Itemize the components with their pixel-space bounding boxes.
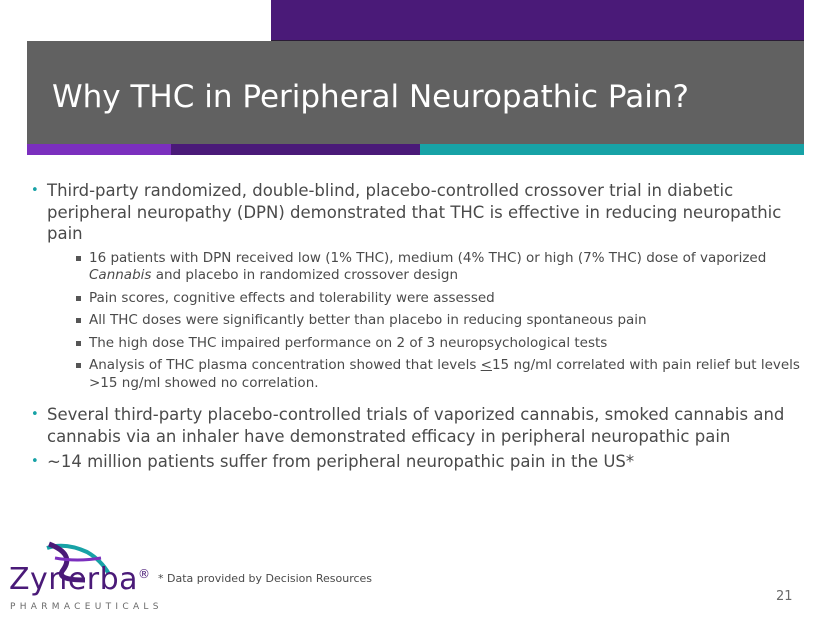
accent-stripe-violet	[27, 144, 171, 155]
title-bar	[27, 41, 804, 144]
bullet-dot-icon: •	[31, 454, 39, 469]
bullet-item	[31, 180, 821, 245]
sub-bullet-text-cont: and placebo in randomized crossover design	[151, 267, 459, 283]
sub-bullet-item	[31, 335, 821, 353]
sub-bullet-square-icon	[76, 296, 81, 301]
sub-bullet-item	[31, 357, 821, 392]
bullet-text: Third-party randomized, double-blind, placebo-controlled crossover trial in diabetic peripheral neuropathy (DPN) demonstrated that THC is effective in reducing neuropathic pain	[47, 181, 782, 243]
bullet-dot-icon: •	[31, 183, 39, 198]
sub-bullet-square-icon	[76, 363, 81, 368]
sub-bullet-item	[31, 250, 821, 285]
slide-content	[31, 180, 821, 477]
sub-bullet-square-icon	[76, 256, 81, 261]
bullet-text: ~14 million patients suffer from peripheral neuropathic pain in the US*	[47, 452, 635, 471]
header-band-top	[271, 0, 804, 40]
sub-bullet-text: 16 patients with DPN received low (1% THC), medium (4% THC) or high (7% THC) dose of vaporized	[89, 249, 767, 266]
bullet-item	[31, 451, 821, 473]
sub-bullet-text: The high dose THC impaired performance on 2 of 3 neuropsychological tests	[89, 334, 608, 351]
logo-wordmark: Zynerba®	[9, 562, 151, 597]
slide-title: Why THC in Peripheral Neuropathic Pain?	[52, 79, 689, 115]
sub-bullet-text: Pain scores, cognitive effects and tolerability were assessed	[89, 289, 495, 306]
sub-bullet-text: Analysis of THC plasma concentration showed that levels	[89, 357, 481, 373]
sub-bullet-underlined: <	[480, 357, 492, 373]
bullet-text: Several third-party placebo-controlled trials of vaporized cannabis, smoked cannabis and cannabis via an inhaler have demonstrated efficacy in peripheral neuropathic pain	[47, 405, 785, 446]
sub-bullet-square-icon	[76, 318, 81, 323]
sub-bullet-item	[31, 312, 821, 330]
footnote: * Data provided by Decision Resources	[158, 572, 373, 585]
logo-subtitle: PHARMACEUTICALS	[10, 602, 163, 612]
sub-bullet-item	[31, 290, 821, 308]
sub-bullet-square-icon	[76, 341, 81, 346]
page-number: 21	[776, 589, 793, 604]
sub-bullet-emphasis: Cannabis	[89, 267, 152, 283]
bullet-item	[31, 404, 821, 447]
accent-stripe-teal	[420, 144, 804, 155]
sub-bullet-text-cont: 15 ng/ml correlated with pain relief but levels >15 ng/ml showed no correlation.	[89, 357, 800, 391]
accent-stripe-purple	[171, 144, 420, 155]
sub-bullet-text: All THC doses were significantly better than placebo in reducing spontaneous pain	[89, 312, 647, 328]
zynerba-logo	[5, 540, 163, 620]
bullet-dot-icon: •	[31, 407, 39, 422]
